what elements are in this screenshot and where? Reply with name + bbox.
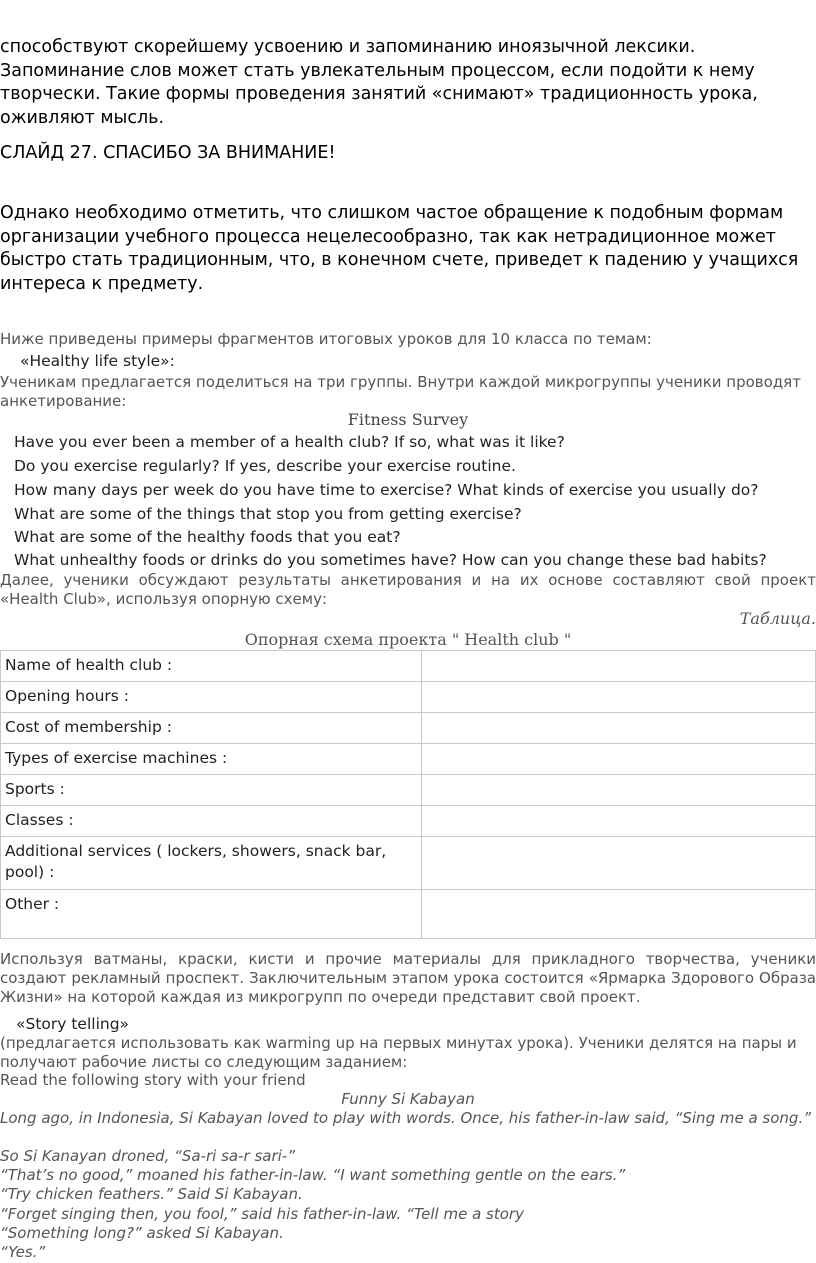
table-cell-empty <box>422 651 816 682</box>
table-cell-empty <box>422 806 816 837</box>
table-cell-label: Types of exercise machines : <box>1 744 422 775</box>
survey-question: What are some of the healthy foods that you eat? <box>14 528 401 546</box>
poster-paragraph: Используя ватманы, краски, кисти и прочие материалы для прикладного творчества, ученики создают рекламный проспект. Заключительным этапом урока состоится «Ярмарка Здорового Образа Жизни» на которой каждая из микрогрупп по очереди представит свой проект. <box>0 950 816 1006</box>
table-cell-label: Other : <box>1 890 422 939</box>
table-cell-empty <box>422 775 816 806</box>
table-row <box>1 890 816 939</box>
survey-question: How many days per week do you have time to exercise? What kinds of exercise you usually do? <box>14 481 759 499</box>
table-cell-label: Sports : <box>1 775 422 806</box>
table-row <box>1 806 816 837</box>
table-row <box>1 837 816 890</box>
table-cell-empty <box>422 837 816 890</box>
warning-paragraph: Однако необходимо отметить, что слишком частое обращение к подобным формам организации учебного процесса нецелесообразно, так как нетрадиционное может быстро стать традиционным, что, в конечном счете, приведет к падению у учащихся интереса к предмету. <box>0 203 799 294</box>
story-line: “Something long?” asked Si Kabayan. <box>0 1224 284 1242</box>
topic2-title: «Story telling» <box>16 1015 130 1033</box>
intro-paragraph: способствуют скорейшему усвоению и запоминанию иноязычной лексики. Запоминание слов может стать увлекательным процессом, если подойти к нему творчески. Такие формы проведения занятий «снимают» традиционность урока, оживляют мысль. <box>0 37 758 128</box>
survey-question: Do you exercise regularly? If yes, describe your exercise routine. <box>14 457 516 475</box>
topic1-instructions: Ученикам предлагается поделиться на три группы. Внутри каждой микрогруппы ученики проводят анкетирование: <box>0 373 801 410</box>
survey-question: What unhealthy foods or drinks do you sometimes have? How can you change these bad habits? <box>14 551 767 569</box>
table-row <box>1 651 816 682</box>
topic1-title: «Healthy life style»: <box>20 352 175 370</box>
project-paragraph: Далее, ученики обсуждают результаты анкетирования и на их основе составляют свой проект «Health Club», используя опорную схему: <box>0 571 816 608</box>
table-cell-empty <box>422 682 816 713</box>
survey-question: What are some of the things that stop you from getting exercise? <box>14 505 522 523</box>
table-cell-label: Opening hours : <box>1 682 422 713</box>
slide-title: СЛАЙД 27. СПАСИБО ЗА ВНИМАНИЕ! <box>0 143 336 163</box>
table-cell-label: Name of health club : <box>1 651 422 682</box>
table-cell-label: Cost of membership : <box>1 713 422 744</box>
story-line: Long ago, in Indonesia, Si Kabayan loved to play with words. Once, his father-in-law said, “Sing me a song.” <box>0 1109 811 1127</box>
story-line: “Try chicken feathers.” Said Si Kabayan. <box>0 1185 303 1203</box>
story-line: “That’s no good,” moaned his father-in-law. “I want something gentle on the ears.” <box>0 1166 626 1184</box>
table-row <box>1 713 816 744</box>
table-label: Таблица. <box>739 609 816 628</box>
table-cell-label: Classes : <box>1 806 422 837</box>
story-line: “Forget singing then, you fool,” said his father-in-law. “Tell me a story <box>0 1205 524 1223</box>
table-cell-empty <box>422 713 816 744</box>
survey-question: Have you ever been a member of a health club? If so, what was it like? <box>14 433 565 451</box>
health-club-table <box>0 650 816 939</box>
table-row <box>1 744 816 775</box>
table-caption: Опорная схема проекта " Health club " <box>244 630 572 649</box>
survey-title: Fitness Survey <box>347 410 469 429</box>
table-row <box>1 775 816 806</box>
story-line: So Si Kanayan droned, “Sa-ri sa-r sari-” <box>0 1147 295 1165</box>
story-line: “Yes.” <box>0 1243 46 1261</box>
story-task: Read the following story with your friend <box>0 1071 306 1089</box>
table-cell-label: Additional services ( lockers, showers, snack bar, pool) : <box>1 837 422 890</box>
table-row <box>1 682 816 713</box>
table-cell-empty <box>422 744 816 775</box>
story-title: Funny Si Kabayan <box>341 1090 475 1108</box>
topic2-instructions: (предлагается использовать как warming up на первых минутах урока). Ученики делятся на пары и получают рабочие листы со следующим заданием: <box>0 1034 797 1071</box>
table-cell-empty <box>422 890 816 939</box>
examples-intro: Ниже приведены примеры фрагментов итоговых уроков для 10 класса по темам: <box>0 330 652 348</box>
